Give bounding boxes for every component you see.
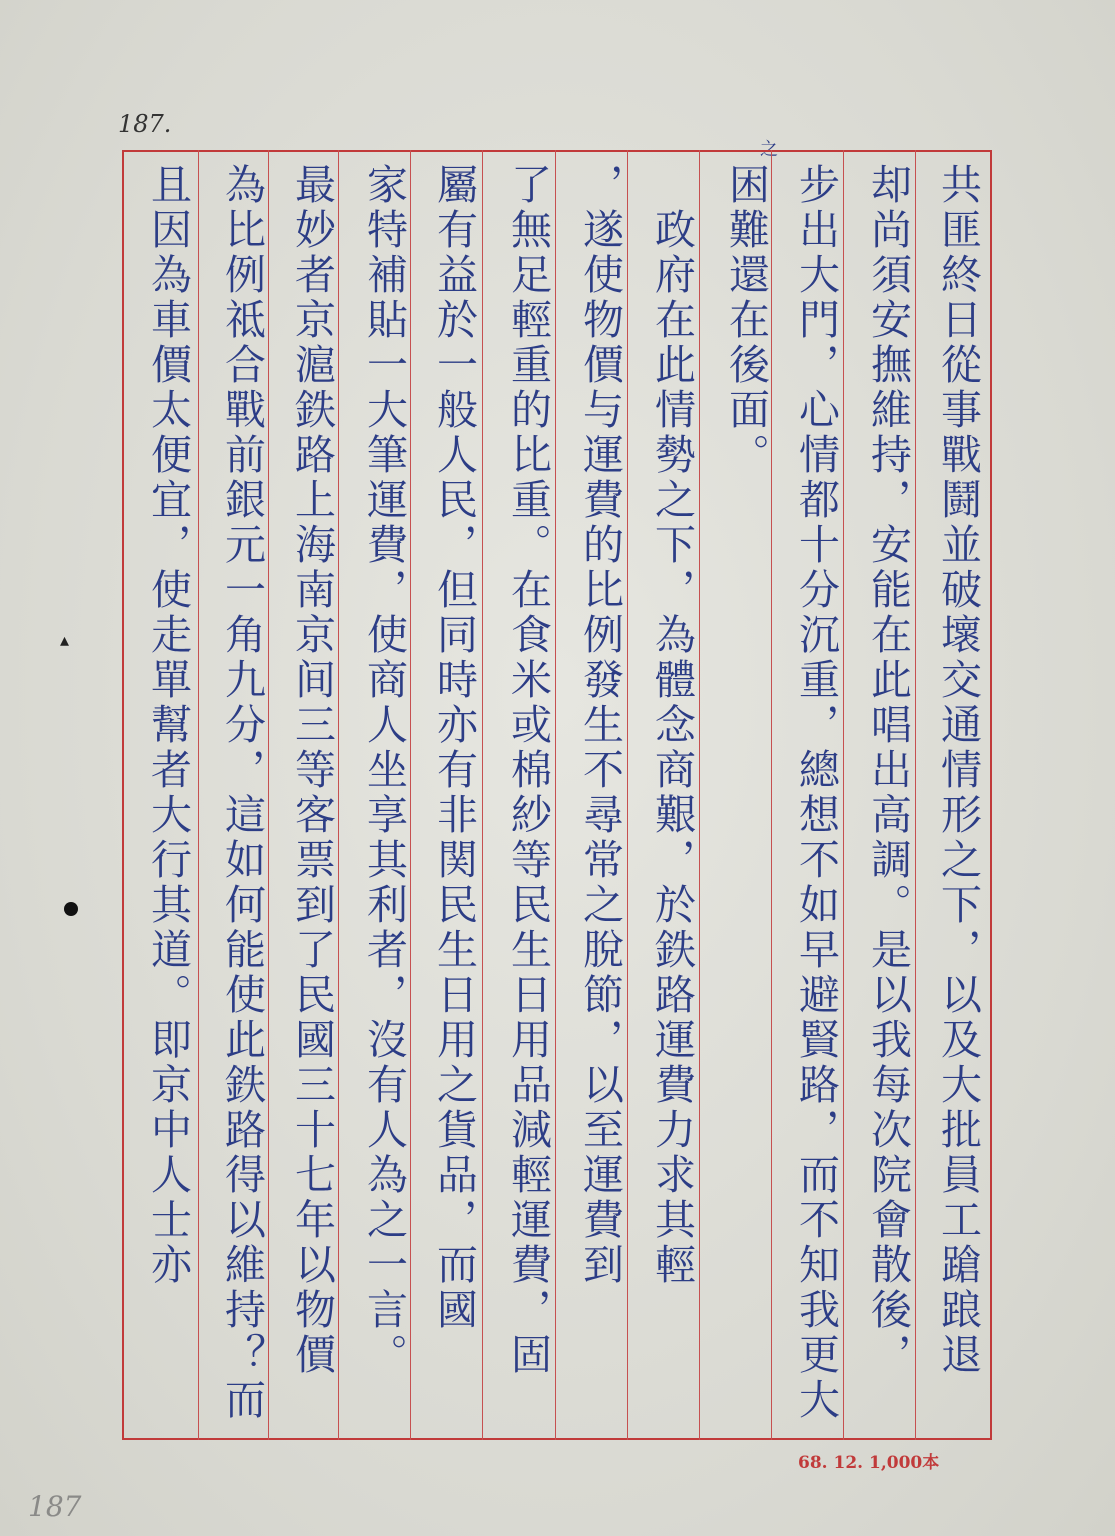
text-column-1: 共匪終日從事戰鬪並破壞交通情形之下，以及大批員工蹌踉退 bbox=[934, 163, 982, 1378]
text-column-3: 步出大門，心情都十分沉重，總想不如早避賢路，而不知我更大 bbox=[792, 163, 840, 1423]
margin-note: 之 bbox=[760, 139, 778, 160]
binding-hole bbox=[64, 902, 78, 916]
text-column-11: 為比例祗合戰前銀元一角九分，這如何能使此鉄路得以維持？而 bbox=[218, 163, 266, 1423]
text-column-12: 且因為車價太便宜，使走單幫者大行其道。即京中人士亦 bbox=[144, 163, 192, 1288]
text-column-4: 困難還在後面。 bbox=[722, 163, 770, 478]
column-rule bbox=[198, 150, 199, 1440]
text-column-5: 政府在此情勢之下，為體念商艱，於鉄路運費力求其輕 bbox=[648, 163, 696, 1288]
text-column-8: 屬有益於一般人民，但同時亦有非関民生日用之貨品，而國 bbox=[430, 163, 478, 1333]
print-run-footer: 68. 12. 1,000本 bbox=[798, 1453, 940, 1473]
text-column-2: 却尚須安撫維持，安能在此唱出高調。是以我每次院會散後， bbox=[864, 163, 912, 1378]
text-column-6: ，遂使物價与運費的比例發生不尋常之脫節，以至運費到 bbox=[576, 163, 624, 1288]
text-column-9: 家特補貼一大筆運費，使商人坐享其利者，沒有人為之一言。 bbox=[360, 163, 408, 1378]
text-column-7: 了無足輕重的比重。在食米或棉紗等民生日用品減輕運費，固 bbox=[504, 163, 552, 1378]
margin-mark: ▴ bbox=[60, 630, 70, 651]
page-number-bottom: 187 bbox=[28, 1490, 82, 1523]
page-number: 187. bbox=[118, 110, 172, 138]
text-column-10: 最妙者京滬鉄路上海南京间三等客票到了民國三十七年以物價 bbox=[288, 163, 336, 1378]
